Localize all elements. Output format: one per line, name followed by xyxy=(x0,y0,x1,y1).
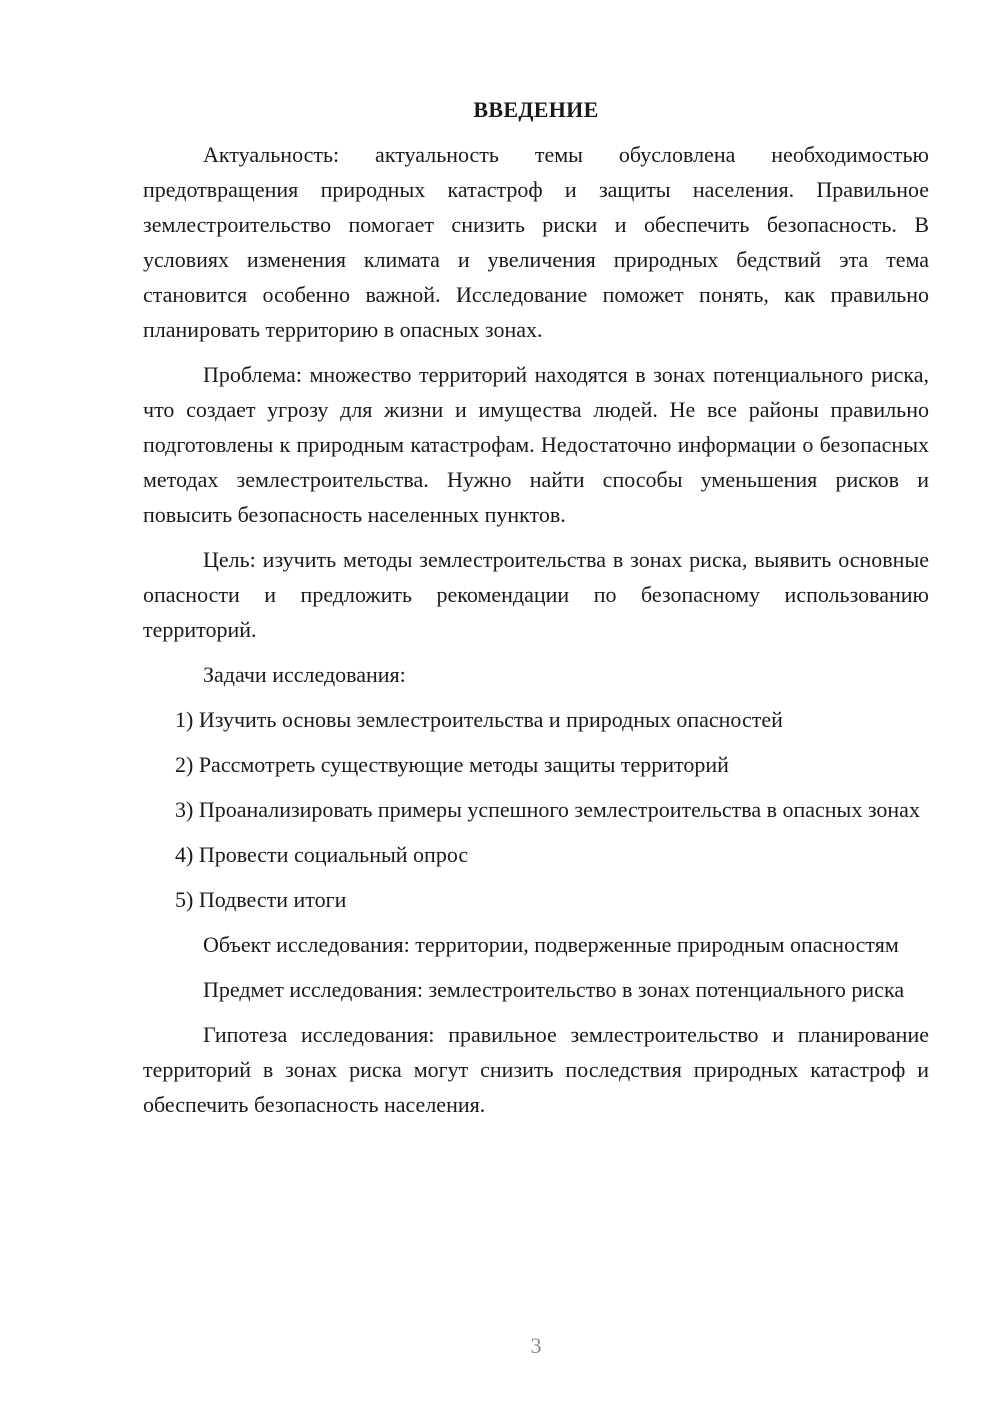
page-title: ВВЕДЕНИЕ xyxy=(473,97,599,122)
task-item-4: 4) Провести социальный опрос xyxy=(175,842,469,867)
paragraph-object: Объект исследования: территории, подверженные природным опасностям xyxy=(203,932,899,957)
paragraph-hypothesis: Гипотеза исследования: правильное землестроительство и планирование территорий в зонах риска могут снизить последствия природных катастроф и обеспечить безопасность населения. xyxy=(143,1022,929,1117)
paragraph-problem: Проблема: множество территорий находятся в зонах потенциального риска, что создает угрозу для жизни и имущества людей. Не все районы правильно подготовлены к природным катастрофам. Недостаточно информации о безопасных методах землестроительства. Нужно найти способы уменьшения рисков и повысить безопасность населенных пунктов. xyxy=(143,362,929,527)
task-item-3: 3) Проанализировать примеры успешного землестроительства в опасных зонах xyxy=(175,797,920,822)
paragraph-goal: Цель: изучить методы землестроительства в зонах риска, выявить основные опасности и предложить рекомендации по безопасному использованию территорий. xyxy=(143,547,929,642)
paragraph-tasks-heading: Задачи исследования: xyxy=(203,662,406,687)
page-number: 3 xyxy=(530,1333,542,1358)
page-content xyxy=(143,92,929,1132)
paragraph-relevance: Актуальность: актуальность темы обусловлена необходимостью предотвращения природных катастроф и защиты населения. Правильное землестроительство помогает снизить риски и обеспечить безопасность. В условиях изменения климата и увеличения природных бедствий эта тема становится особенно важной. Исследование поможет понять, как правильно планировать территорию в опасных зонах. xyxy=(143,142,929,342)
paragraph-subject: Предмет исследования: землестроительство в зонах потенциального риска xyxy=(203,977,905,1002)
task-item-1: 1) Изучить основы землестроительства и природных опасностей xyxy=(175,707,783,732)
task-item-5: 5) Подвести итоги xyxy=(175,887,347,912)
task-item-2: 2) Рассмотреть существующие методы защиты территорий xyxy=(175,752,729,777)
